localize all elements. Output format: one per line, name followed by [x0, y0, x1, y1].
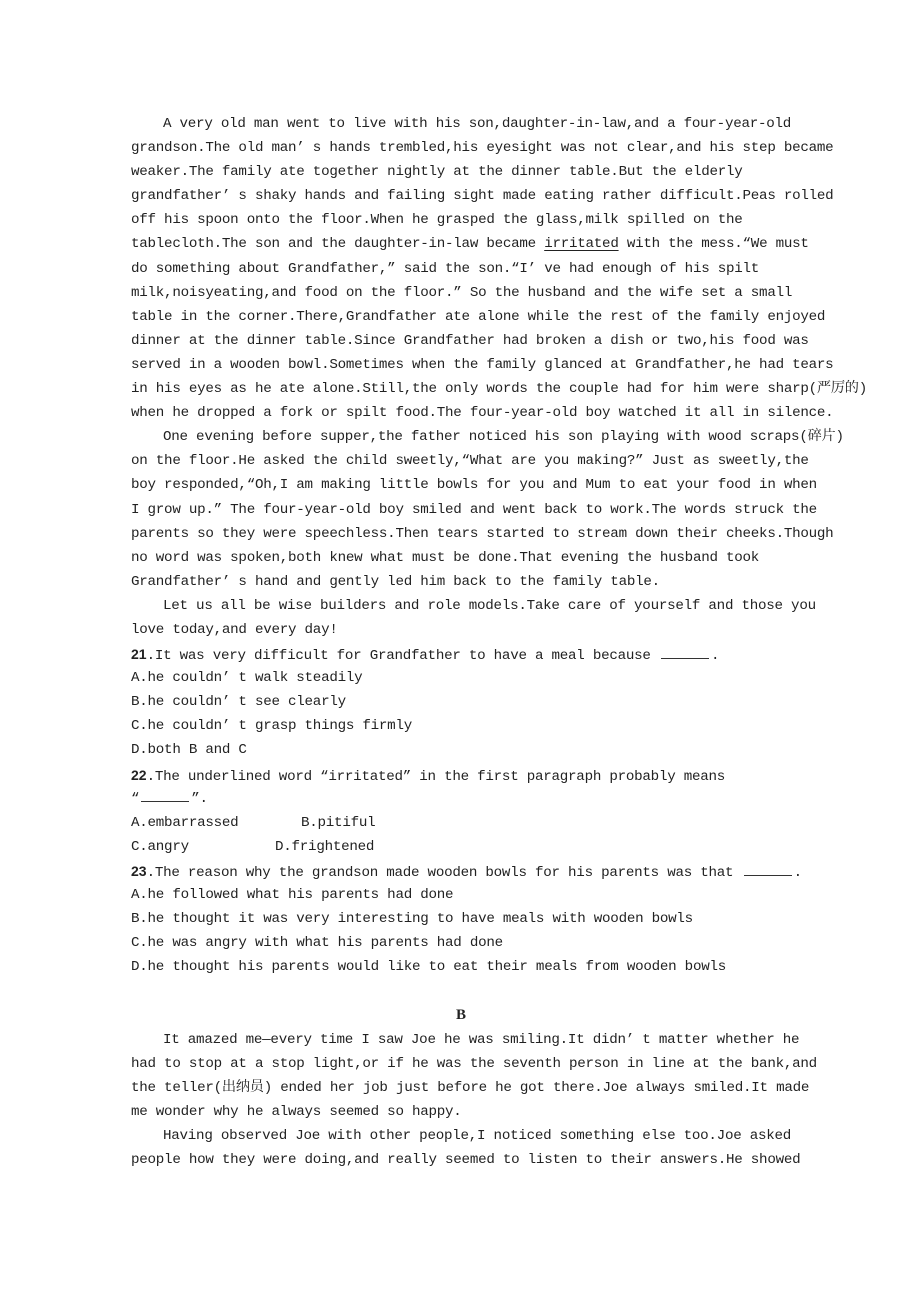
text-line: dinner at the dinner table.Since Grandfather had broken a dish or two,his food was	[131, 332, 809, 349]
text-line: One evening before supper,the father noticed his son playing with wood scraps(碎片)	[163, 429, 844, 446]
passage-b-paragraph-2	[131, 1124, 801, 1172]
option-b: B.he thought it was very interesting to have meals with wooden bowls	[131, 911, 693, 928]
text-line: parents so they were speechless.Then tears started to stream down their cheeks.Though	[131, 525, 834, 542]
punctuation: .	[710, 648, 720, 665]
text-line: boy responded,“Oh,I am making little bowls for you and Mum to eat your food in when	[131, 477, 817, 494]
options-row-2	[131, 835, 791, 859]
question-stem	[131, 763, 791, 787]
question-text: .The reason why the grandson made wooden bowls for his parents was that	[146, 864, 742, 881]
text-line: do something about Grandfather,” said the son.“I’ ve had enough of his spilt	[131, 260, 760, 277]
close-quote: ”.	[191, 790, 208, 807]
text-line: Grandfather’ s hand and gently led him back to the family table.	[131, 573, 660, 590]
text-line: in his eyes as he ate alone.Still,the only words the couple had for him were sharp(严厉的)	[131, 381, 867, 398]
option-d: D.frightened	[275, 838, 375, 855]
question-stem	[131, 859, 802, 883]
option-c: C.angry	[131, 838, 189, 855]
question-text: .The underlined word “irritated” in the first paragraph probably means	[146, 768, 726, 785]
text-line: grandson.The old man’ s hands trembled,his eyesight was not clear,and his step became	[131, 140, 834, 157]
text-line: A very old man went to live with his son,daughter-in-law,and a four-year-old	[163, 116, 792, 132]
passage-a-paragraph-1	[131, 112, 867, 425]
text-line: me wonder why he always seemed so happy.	[131, 1103, 462, 1120]
text-line: no word was spoken,both knew what must be done.That evening the husband took	[131, 549, 760, 566]
passage-a-paragraph-3	[131, 594, 816, 642]
option-a: A.embarrassed	[131, 814, 239, 831]
text-line: table in the corner.There,Grandfather ate alone while the rest of the family enjoyed	[131, 308, 826, 325]
option-c: C.he couldn’ t grasp things firmly	[131, 718, 412, 735]
passage-b-paragraph-1	[131, 1028, 817, 1124]
text-line: milk,noisyeating,and food on the floor.” So the husband and the wife set a small	[131, 284, 793, 301]
text-segment: tablecloth.The son and the daughter-in-law became	[131, 236, 545, 253]
text-line: on the floor.He asked the child sweetly,“What are you making?” Just as sweetly,the	[131, 453, 809, 470]
section-title: B	[455, 1007, 466, 1024]
text-line: people how they were doing,and really seemed to listen to their answers.He showed	[131, 1152, 801, 1169]
text-line	[131, 232, 809, 256]
text-line: weaker.The family ate together nightly at the dinner table.But the elderly	[131, 164, 743, 181]
question-number: 22	[131, 766, 147, 783]
question-21	[131, 642, 791, 762]
option-d: D.both B and C	[131, 742, 247, 759]
text-line: the teller(出纳员) ended her job just before he got there.Joe always smiled.It made	[131, 1079, 810, 1096]
question-stem	[131, 642, 791, 666]
text-line: It amazed me—every time I saw Joe he was smiling.It didn’ t matter whether he	[163, 1031, 800, 1048]
question-22	[131, 763, 791, 859]
answer-blank	[661, 644, 709, 659]
text-line: love today,and every day!	[131, 621, 338, 638]
option-a: A.he couldn’ t walk steadily	[131, 670, 363, 687]
text-line: had to stop at a stop light,or if he was the seventh person in line at the bank,and	[131, 1055, 817, 1072]
question-23	[131, 859, 802, 979]
question-stem-continued	[131, 787, 791, 811]
option-c: C.he was angry with what his parents had done	[131, 935, 503, 952]
document-page	[131, 112, 867, 1172]
open-quote: “	[131, 790, 140, 807]
underlined-word: irritated	[544, 236, 619, 253]
option-b: B.he couldn’ t see clearly	[131, 694, 346, 711]
text-line: I grow up.” The four-year-old boy smiled and went back to work.The words struck the	[131, 501, 817, 518]
answer-blank	[141, 787, 189, 802]
passage-a-paragraph-2	[131, 425, 844, 594]
option-d: D.he thought his parents would like to eat their meals from wooden bowls	[131, 959, 726, 976]
answer-blank	[744, 861, 792, 876]
text-line: grandfather’ s shaky hands and failing sight made eating rather difficult.Peas rolled	[131, 188, 834, 205]
text-line: served in a wooden bowl.Sometimes when the family glanced at Grandfather,he had tears	[131, 356, 834, 373]
options-row-1	[131, 811, 791, 835]
question-number: 21	[131, 646, 147, 663]
punctuation: .	[793, 864, 802, 881]
question-text: .It was very difficult for Grandfather to have a meal because	[146, 648, 659, 665]
text-line: when he dropped a fork or spilt food.The four-year-old boy watched it all in silence.	[131, 405, 834, 422]
question-number: 23	[131, 862, 147, 879]
text-line: Having observed Joe with other people,I noticed something else too.Joe asked	[163, 1127, 792, 1144]
text-segment: with the mess.“We must	[618, 236, 809, 253]
option-a: A.he followed what his parents had done	[131, 887, 454, 903]
option-b: B.pitiful	[301, 814, 376, 831]
text-line: Let us all be wise builders and role models.Take care of yourself and those you	[163, 597, 816, 614]
text-line: off his spoon onto the floor.When he grasped the glass,milk spilled on the	[131, 212, 743, 229]
